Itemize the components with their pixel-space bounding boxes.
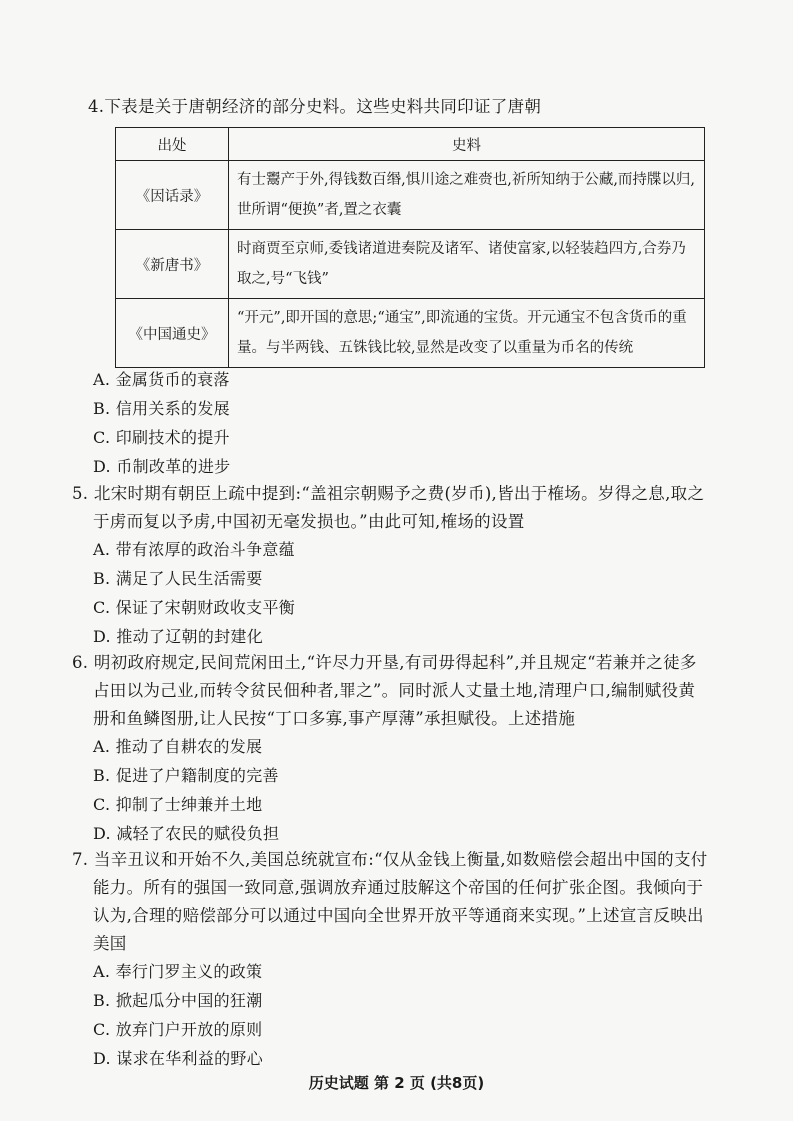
- q4-option-c: C. 印刷技术的提升: [93, 428, 230, 447]
- table-cell-source: 《中国通史》: [116, 299, 229, 368]
- q5-stem-line-1: 5. 北宋时期有朝臣上疏中提到:“盖祖宗朝赐予之费(岁币),皆出于榷场。岁得之息,取之: [72, 484, 705, 503]
- table-row: [116, 161, 705, 230]
- q5-option-b: B. 满足了人民生活需要: [93, 569, 263, 588]
- table-cell-source: 《因话录》: [116, 161, 229, 230]
- q6-option-a: A. 推动了自耕农的发展: [93, 737, 263, 756]
- q5-option-a: A. 带有浓厚的政治斗争意蕴: [93, 540, 295, 559]
- table-header-row: [116, 128, 705, 161]
- q6-stem-line-2: 占田以为己业,而转令贫民佃种者,罪之”。同时派人丈量土地,清理户口,编制赋役黄: [93, 681, 696, 700]
- q5-option-c: C. 保证了宋朝财政收支平衡: [93, 598, 296, 617]
- page-footer: 历史试题 第 2 页 (共8页): [308, 1074, 485, 1092]
- q6-stem-line-1: 6. 明初政府规定,民间荒闲田土,“许尽力开垦,有司毋得起科”,并且规定“若兼并之徒多: [72, 653, 697, 672]
- q5-option-d: D. 推动了辽朝的封建化: [93, 627, 264, 646]
- q7-option-c: C. 放弃门户开放的原则: [93, 1020, 263, 1039]
- q4-stem: 4.下表是关于唐朝经济的部分史料。这些史料共同印证了唐朝: [88, 97, 542, 116]
- table-row: [116, 230, 705, 299]
- q6-option-b: B. 促进了户籍制度的完善: [93, 766, 279, 785]
- table-cell-text: 有士鬻产于外,得钱数百缗,惧川途之难赍也,祈所知纳于公藏,而持牒以归,世所谓“便换”者,置之衣囊: [229, 161, 705, 230]
- q7-option-b: B. 掀起瓜分中国的狂潮: [93, 991, 263, 1010]
- q6-option-c: C. 抑制了士绅兼并土地: [93, 795, 263, 814]
- q5-stem-line-2: 于虏而复以予虏,中国初无毫发损也。”由此可知,榷场的设置: [93, 512, 525, 531]
- q7-stem-line-1: 7. 当辛丑议和开始不久,美国总统就宣布:“仅从金钱上衡量,如数赔偿会超出中国的支付: [72, 850, 708, 869]
- q7-stem-line-4: 美国: [93, 934, 127, 953]
- q7-option-a: A. 奉行门罗主义的政策: [93, 962, 263, 981]
- table-header-text: 史料: [229, 128, 705, 161]
- table-cell-text: “开元”,即开国的意思;“通宝”,即流通的宝货。开元通宝不包含货币的重量。与半两钱、五铢钱比较,显然是改变了以重量为币名的传统: [229, 299, 705, 368]
- table-row: [116, 299, 705, 368]
- q4-option-b: B. 信用关系的发展: [93, 399, 230, 418]
- q4-source-table: [115, 127, 705, 368]
- table-cell-text: 时商贾至京师,委钱诸道进奏院及诸军、诸使富家,以轻装趋四方,合券乃取之,号“飞钱”: [229, 230, 705, 299]
- table-header-source: 出处: [116, 128, 229, 161]
- table-cell-source: 《新唐书》: [116, 230, 229, 299]
- q4-option-d: D. 币制改革的进步: [93, 457, 231, 476]
- q7-stem-line-3: 认为,合理的赔偿部分可以通过中国向全世界开放平等通商来实现。”上述宣言反映出: [93, 906, 704, 925]
- q7-stem-line-2: 能力。所有的强国一致同意,强调放弃通过肢解这个帝国的任何扩张企图。我倾向于: [93, 878, 704, 897]
- q6-option-d: D. 减轻了农民的赋役负担: [93, 824, 280, 843]
- q6-stem-line-3: 册和鱼鳞图册,让人民按“丁口多寡,事产厚薄”承担赋役。上述措施: [93, 709, 576, 728]
- q7-option-d: D. 谋求在华利益的野心: [93, 1049, 264, 1068]
- q4-option-a: A. 金属货币的衰落: [93, 370, 230, 389]
